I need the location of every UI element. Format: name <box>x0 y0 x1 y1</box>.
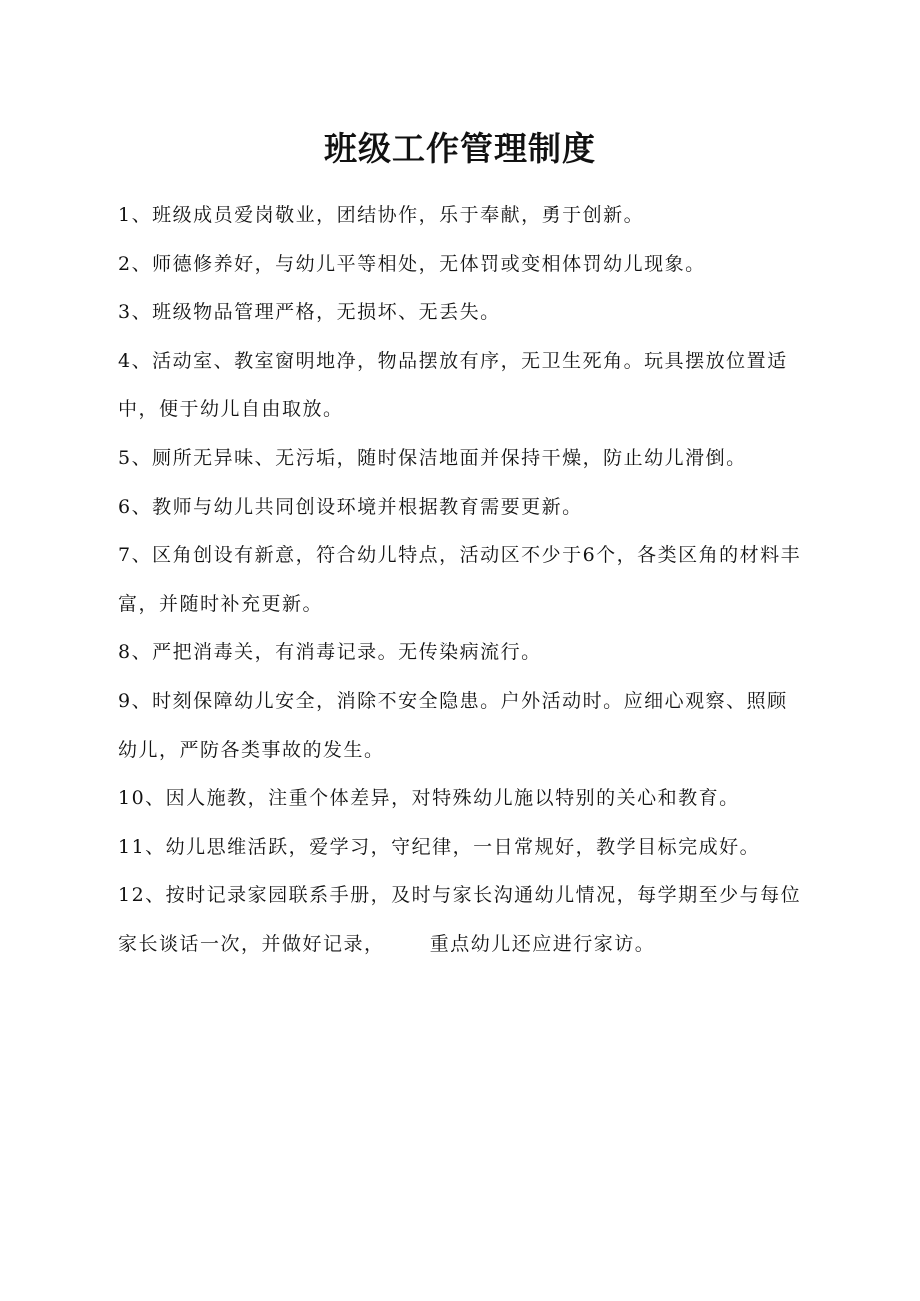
rules-list <box>118 191 808 969</box>
rule-item: 1、班级成员爱岗敬业，团结协作，乐于奉献，勇于创新。 <box>118 204 645 226</box>
rule-item: 5、厕所无异味、无污垢，随时保洁地面并保持干燥，防止幼儿滑倒。 <box>118 446 747 469</box>
rule-item: 11、幼儿思维活跃，爱学习，守纪律，一日常规好，教学目标完成好。 <box>118 835 761 858</box>
rule-item: 10、因人施教，注重个体差异，对特殊幼儿施以特别的关心和教育。 <box>118 787 740 810</box>
rule-item: 2、师德修养好，与幼儿平等相处，无体罚或变相体罚幼儿现象。 <box>118 252 706 275</box>
rule-item: 3、班级物品管理严格，无损坏、无丢失。 <box>118 301 501 324</box>
rule-item: 9、时刻保障幼儿安全，消除不安全隐患。户外活动时。应细心观察、照顾幼儿，严防各类事故的发生。 <box>118 689 788 761</box>
rule-item: 8、严把消毒关，有消毒记录。无传染病流行。 <box>118 641 542 664</box>
rule-item: 6、教师与幼儿共同创设环境并根据教育需要更新。 <box>118 495 583 518</box>
rule-item: 7、区角创设有新意，符合幼儿特点，活动区不少于6个，各类区角的材料丰富，并随时补充更新。 <box>118 544 802 615</box>
rule-item: 12、按时记录家园联系手册，及时与家长沟通幼儿情况，每学期至少与每位家长谈话一次，并做好记录， 重点幼儿还应进行家访。 <box>118 884 802 955</box>
document-title: 班级工作管理制度 <box>324 129 596 168</box>
rule-item: 4、活动室、教室窗明地净，物品摆放有序，无卫生死角。玩具摆放位置适中，便于幼儿自由取放。 <box>118 349 788 421</box>
